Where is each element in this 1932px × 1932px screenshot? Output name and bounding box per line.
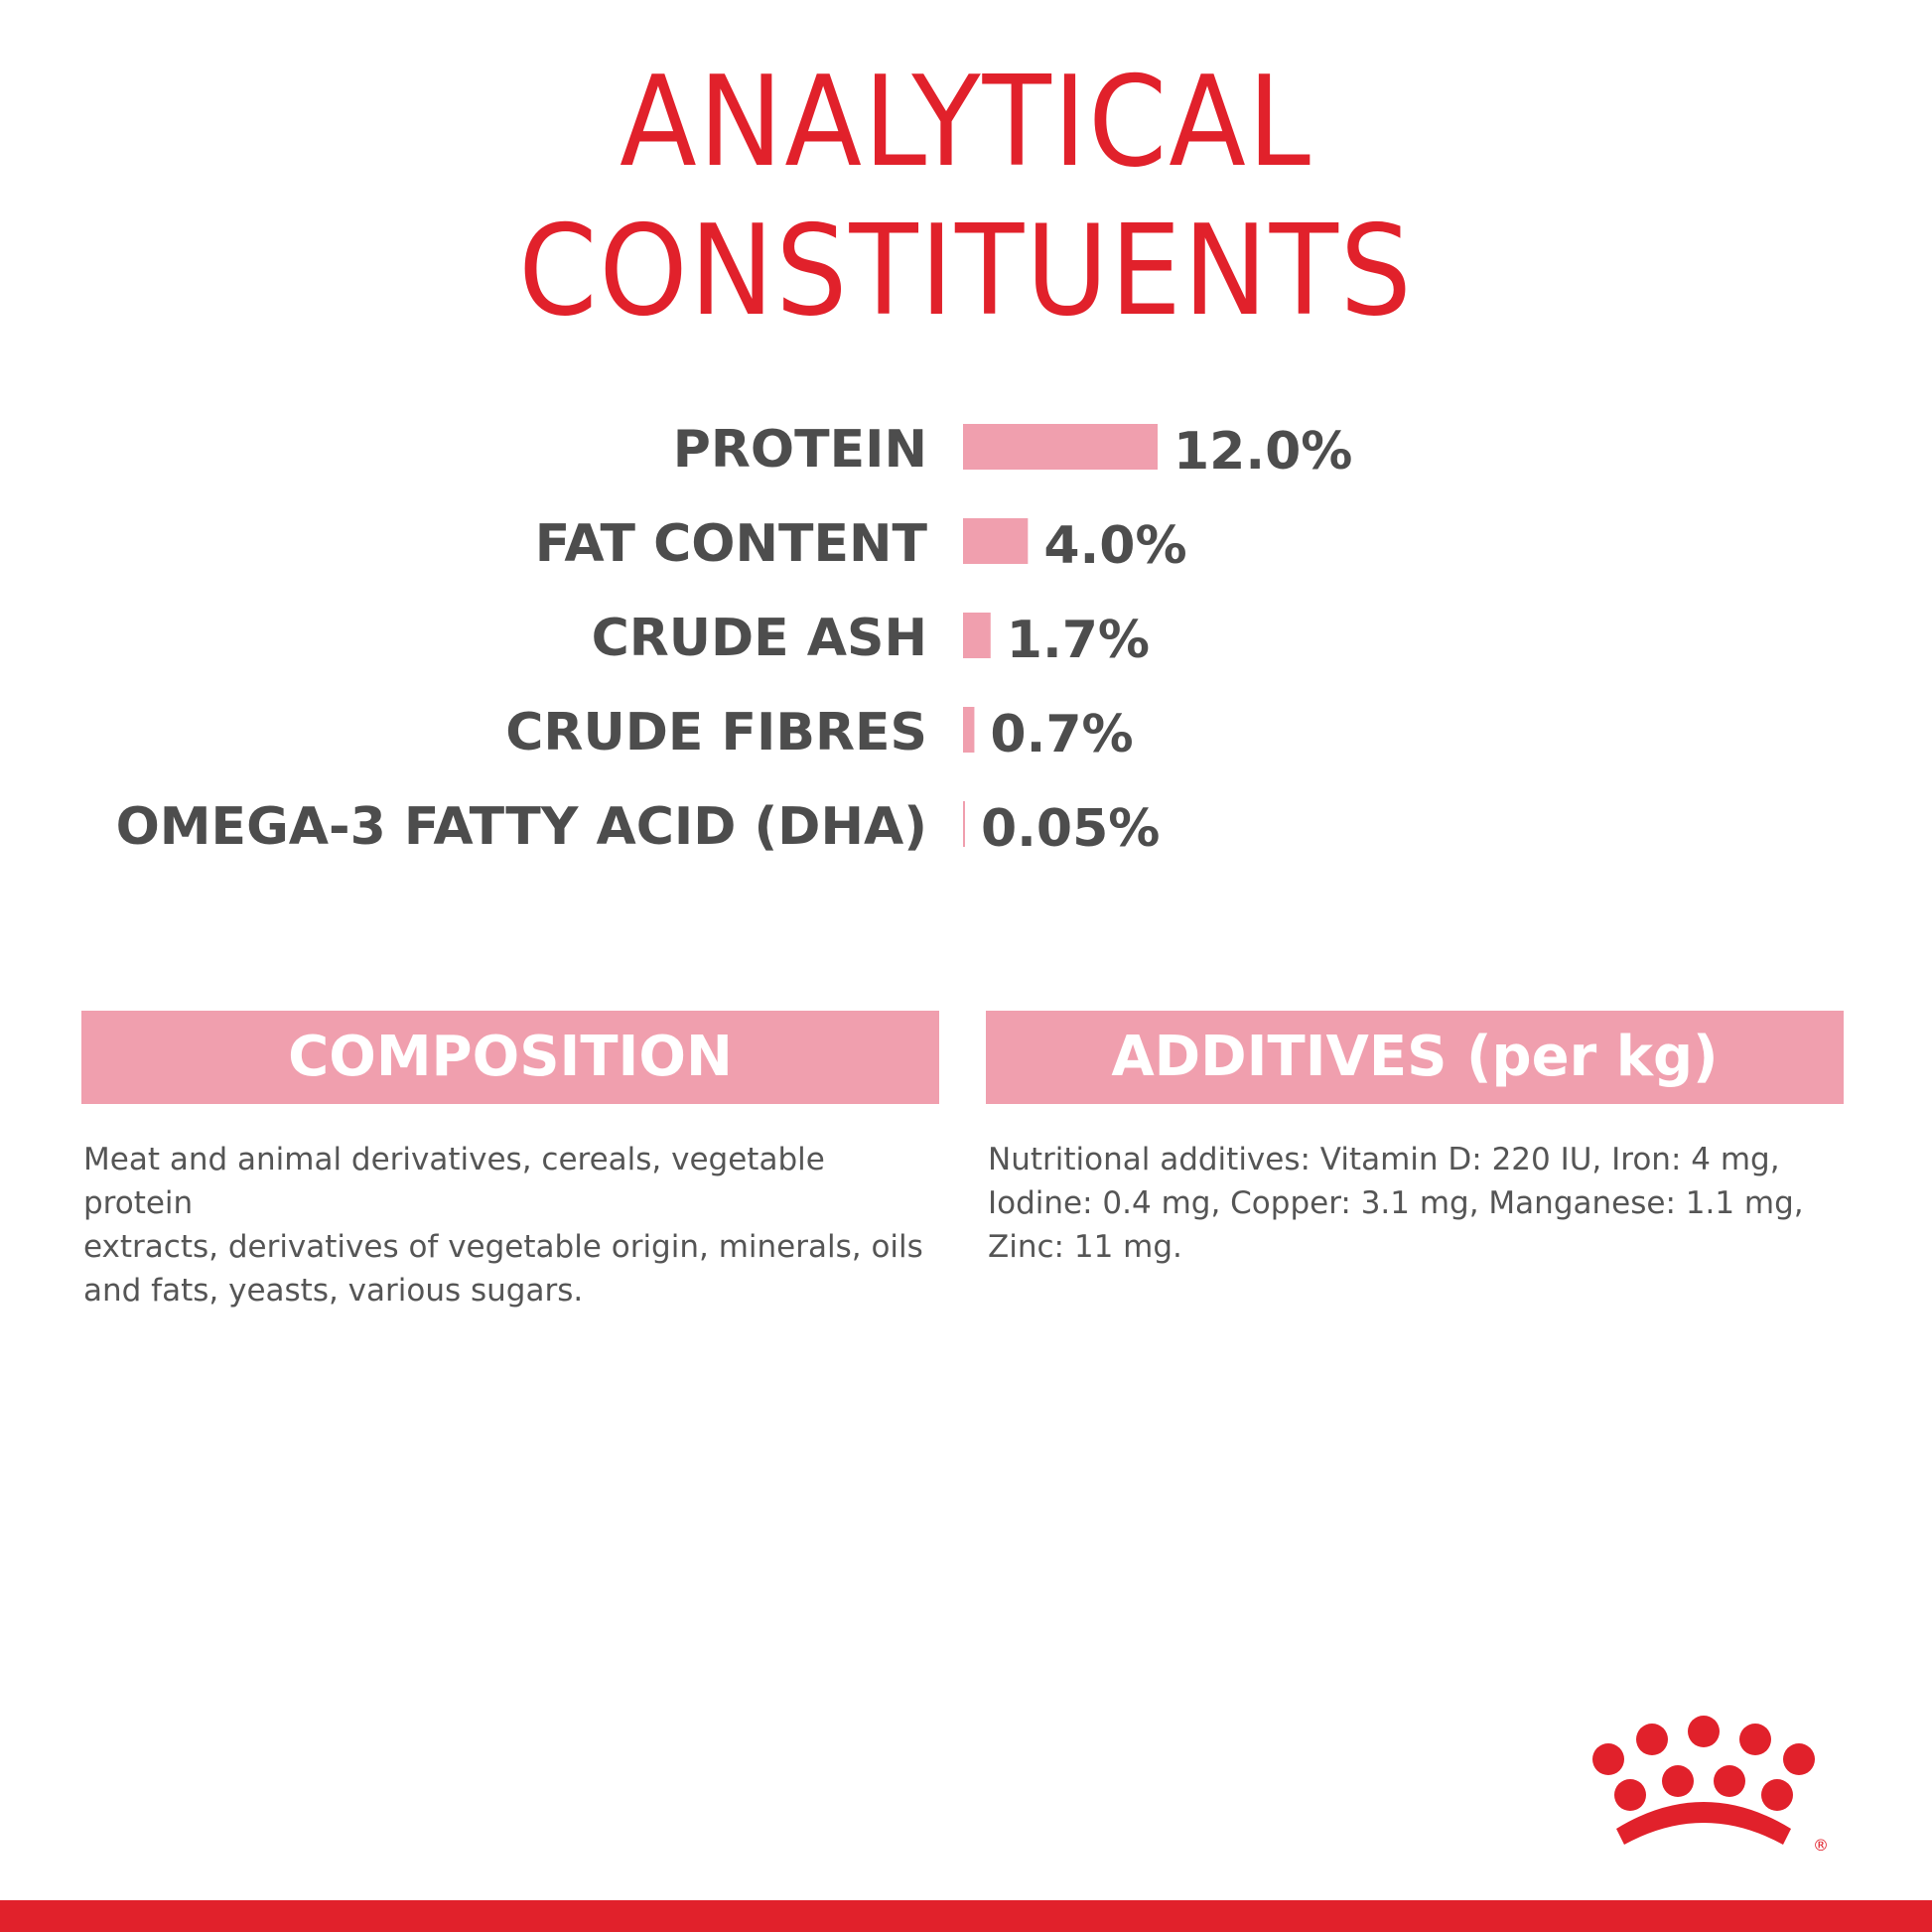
category-label: CRUDE FIBRES [505,703,927,762]
bar [963,707,974,753]
composition-header-label: COMPOSITION [288,1025,733,1089]
composition-line: and fats, yeasts, various sugars. [83,1273,584,1309]
title-line-2: CONSTITUENTS [518,198,1414,344]
composition-text [83,1138,937,1312]
analytical-constituents-chart [0,397,1932,874]
bar [963,518,1028,564]
bottom-brand-bar [0,1900,1932,1932]
value-label: 12.0% [1173,422,1353,482]
bar [963,613,991,658]
composition-line: extracts, derivatives of vegetable origin, minerals, oils [83,1229,923,1265]
value-label: 0.7% [990,705,1134,764]
additives-line: Nutritional additives: Vitamin D: 220 IU, Iron: 4 mg, [988,1142,1780,1177]
additives-header [986,1011,1844,1104]
additives-header-label: ADDITIVES (per kg) [1111,1025,1719,1089]
page-title [0,48,1932,345]
value-label: 4.0% [1043,516,1187,576]
title-line-1: ANALYTICAL [620,49,1312,195]
category-label: OMEGA-3 FATTY ACID (DHA) [115,797,927,857]
composition-line: Meat and animal derivatives, cereals, vegetable protein [83,1142,825,1221]
additives-text [988,1138,1842,1269]
category-label: CRUDE ASH [591,609,927,668]
value-label: 1.7% [1006,611,1150,670]
registered-mark: ® [1813,1836,1829,1855]
bar [963,424,1158,470]
bar [963,801,965,847]
category-label: PROTEIN [672,420,927,480]
additives-line: Iodine: 0.4 mg, Copper: 3.1 mg, Manganese: 1.1 mg, [988,1185,1804,1221]
category-label: FAT CONTENT [534,514,927,574]
value-label: 0.05% [981,799,1161,859]
composition-header [81,1011,939,1104]
additives-line: Zinc: 11 mg. [988,1229,1182,1265]
crown-icon [1588,1706,1847,1855]
